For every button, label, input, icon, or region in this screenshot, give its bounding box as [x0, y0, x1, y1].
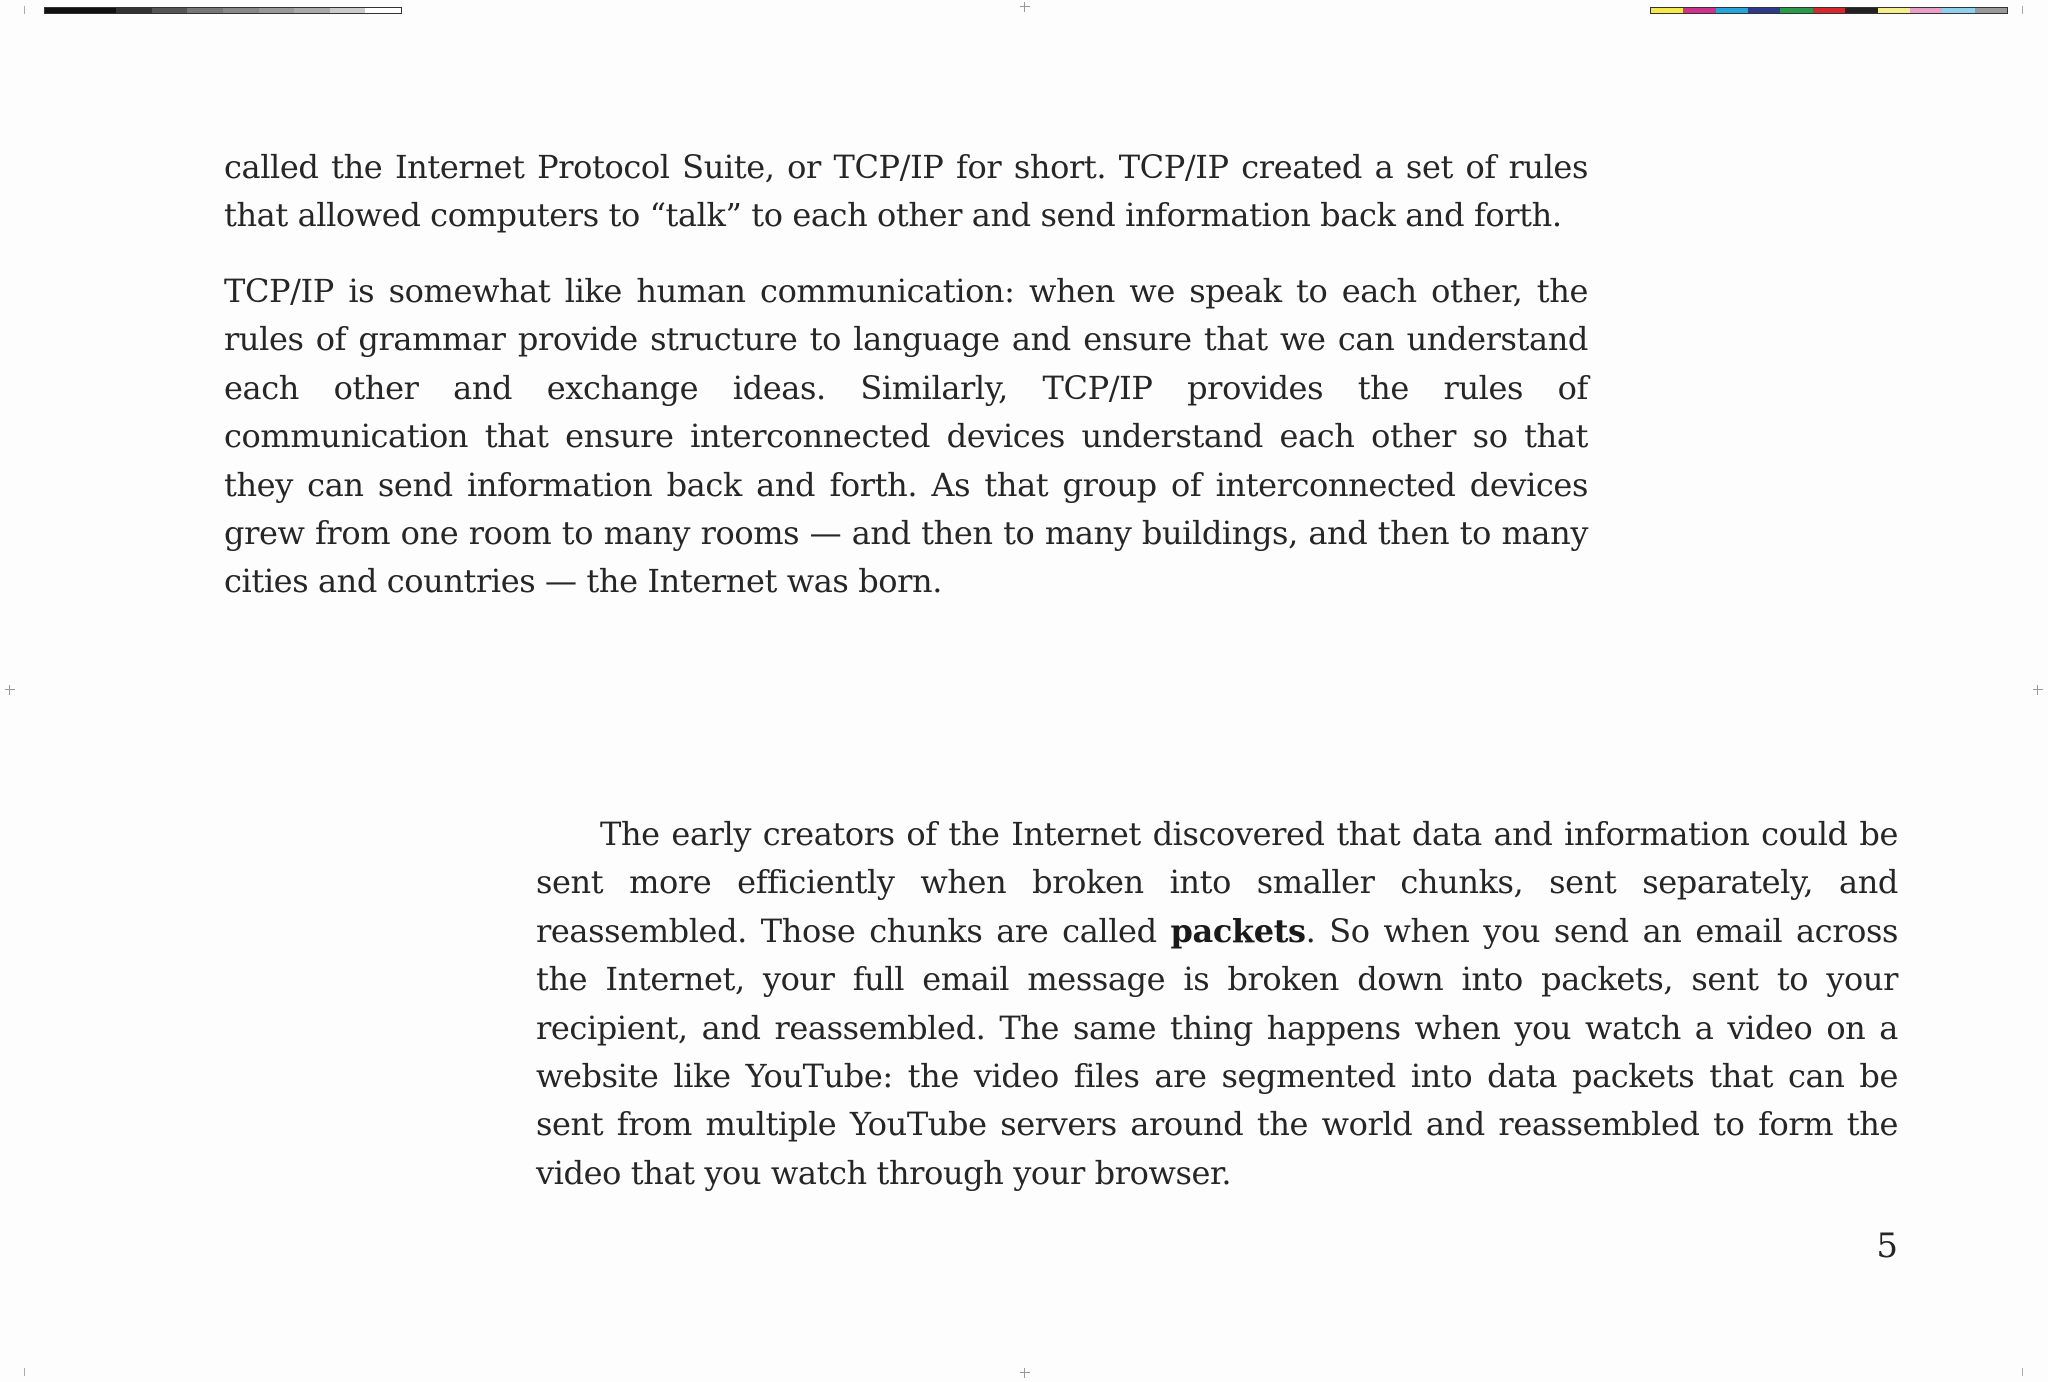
color-swatch-10 — [1975, 8, 2007, 13]
color-swatch-6 — [1845, 8, 1877, 13]
registration-mark-left — [5, 685, 15, 695]
crop-mark-bottom-left — [24, 1368, 25, 1376]
registration-mark-right — [2033, 685, 2043, 695]
color-swatch-0 — [1651, 8, 1683, 13]
color-swatch-2 — [1716, 8, 1748, 13]
packets-text-before: The early creators of the Internet discovered that data and information could be sent more efficiently when broken into smaller chunks, sent separately, and reassembled. Those chunks are called — [536, 815, 1898, 950]
gray-swatch-6 — [259, 8, 295, 13]
gray-swatch-3 — [152, 8, 188, 13]
gray-swatch-7 — [294, 8, 330, 13]
gray-swatch-2 — [116, 8, 152, 13]
page-number: 5 — [1876, 1226, 1898, 1266]
color-swatch-4 — [1780, 8, 1812, 13]
paragraph-human-communication: TCP/IP is somewhat like human communication: when we speak to each other, the rules of grammar provide structure to language and ensure that we can understand each other and exchange ideas. Similarly, TCP/IP provides the rules of communication that ensure interconnected devices understand each other so that they can send information back and forth. As that group of interconnected devices grew from one room to many rooms — and then to many buildings, and then to many cities and countries — the Internet was born. — [224, 272, 1588, 601]
color-swatch-1 — [1683, 8, 1715, 13]
packets-text-after: . So when you send an email across the Internet, your full email message is broken down into packets, sent to your recipient, and reassembled. The same thing happens when you watch a video on a website like YouTube: the video files are segmented into data packets that can be sent from multiple YouTube servers around the world and reassembled to form the video that you watch through your browser. — [536, 911, 1899, 1192]
color-swatch-5 — [1813, 8, 1845, 13]
color-swatch-8 — [1910, 8, 1942, 13]
paragraph-packets — [536, 810, 1898, 1197]
crop-mark-top-left — [24, 6, 25, 14]
registration-mark-bottom — [1020, 1368, 1030, 1378]
gray-swatch-8 — [330, 8, 366, 13]
color-calibration-bar — [1650, 7, 2008, 14]
gray-swatch-4 — [187, 8, 223, 13]
gray-swatch-0 — [45, 8, 81, 13]
paragraph-tcpip-intro: called the Internet Protocol Suite, or TCP/IP for short. TCP/IP created a set of rules that allowed computers to “talk” to each other and send information back and forth. — [224, 148, 1588, 235]
grayscale-calibration-bar — [44, 7, 402, 14]
gray-swatch-9 — [365, 8, 401, 13]
color-swatch-3 — [1748, 8, 1780, 13]
crop-mark-bottom-right — [2022, 1368, 2023, 1376]
color-swatch-9 — [1942, 8, 1974, 13]
gray-swatch-5 — [223, 8, 259, 13]
crop-mark-top-right — [2022, 6, 2023, 14]
gray-swatch-1 — [81, 8, 117, 13]
registration-mark-top — [1020, 2, 1030, 12]
packets-term: packets — [1170, 911, 1306, 950]
color-swatch-7 — [1878, 8, 1910, 13]
